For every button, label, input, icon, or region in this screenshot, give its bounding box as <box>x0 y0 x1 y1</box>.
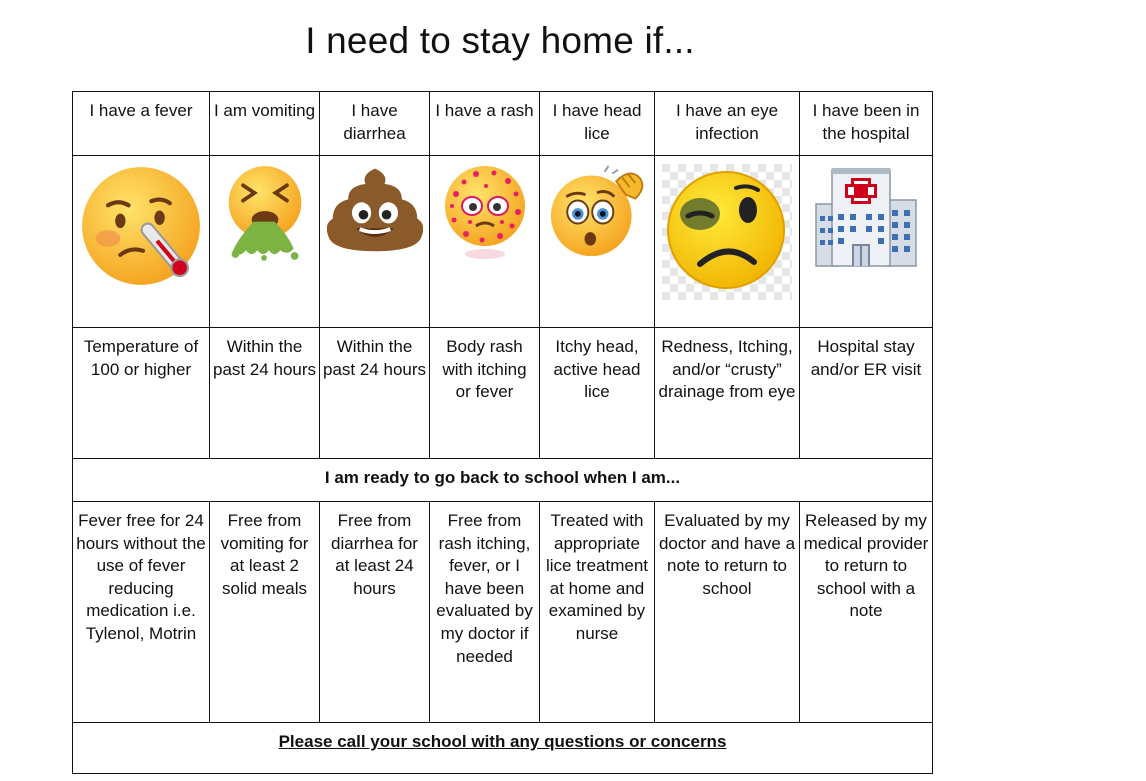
lice-description: Itchy head, active head lice <box>540 328 655 459</box>
hospital-cell <box>800 156 933 328</box>
eye-return-criteria: Evaluated by my doctor and have a note to return to school <box>655 502 800 723</box>
vomiting-description: Within the past 24 hours <box>210 328 320 459</box>
vomiting-cell <box>210 156 320 328</box>
rash-emoji-icon <box>442 164 528 264</box>
condition-fever-label: I have a fever <box>73 92 210 156</box>
hospital-return-criteria: Released by my medical provider to return to school with a note <box>800 502 933 723</box>
fever-cell <box>73 156 210 328</box>
page-title: I need to stay home if... <box>305 20 695 61</box>
black-eye-emoji-icon <box>662 164 792 300</box>
footer-cell <box>73 723 933 774</box>
eye-cell <box>655 156 800 328</box>
lice-return-criteria: Treated with appropriate lice treatment at home and examined by nurse <box>540 502 655 723</box>
eye-description: Redness, Itching, and/or “crusty” drainage from eye <box>655 328 800 459</box>
hospital-icon <box>814 164 918 268</box>
ready-banner: I am ready to go back to school when I am... <box>73 459 933 502</box>
fever-return-criteria: Fever free for 24 hours without the use of fever reducing medication i.e. Tylenol, Motrin <box>73 502 210 723</box>
stay-home-table <box>72 91 933 774</box>
condition-rash-label: I have a rash <box>430 92 540 156</box>
footer-row <box>73 723 933 774</box>
fever-emoji-icon <box>79 164 203 288</box>
condition-lice-label: I have head lice <box>540 92 655 156</box>
diarrhea-cell <box>320 156 430 328</box>
condition-diarrhea-label: I have diarrhea <box>320 92 430 156</box>
rash-description: Body rash with itching or fever <box>430 328 540 459</box>
vomiting-return-criteria: Free from vomiting for at least 2 solid meals <box>210 502 320 723</box>
poop-emoji-icon <box>327 164 423 254</box>
rash-cell <box>430 156 540 328</box>
condition-hospital-label: I have been in the hospital <box>800 92 933 156</box>
ready-banner-row <box>73 459 933 502</box>
rash-return-criteria: Free from rash itching, fever, or I have been evaluated by my doctor if needed <box>430 502 540 723</box>
vomiting-emoji-icon <box>222 164 308 262</box>
lice-cell <box>540 156 655 328</box>
emoji-row <box>73 156 933 328</box>
footer-note: Please call your school with any questions or concerns <box>278 732 727 751</box>
hospital-description: Hospital stay and/or ER visit <box>800 328 933 459</box>
description-row <box>73 328 933 459</box>
condition-eye-label: I have an eye infection <box>655 92 800 156</box>
return-criteria-row <box>73 502 933 723</box>
diarrhea-description: Within the past 24 hours <box>320 328 430 459</box>
fever-description: Temperature of 100 or higher <box>73 328 210 459</box>
condition-vomiting-label: I am vomiting <box>210 92 320 156</box>
condition-header-row <box>73 92 933 156</box>
diarrhea-return-criteria: Free from diarrhea for at least 24 hours <box>320 502 430 723</box>
head-scratch-emoji-icon <box>547 164 647 260</box>
